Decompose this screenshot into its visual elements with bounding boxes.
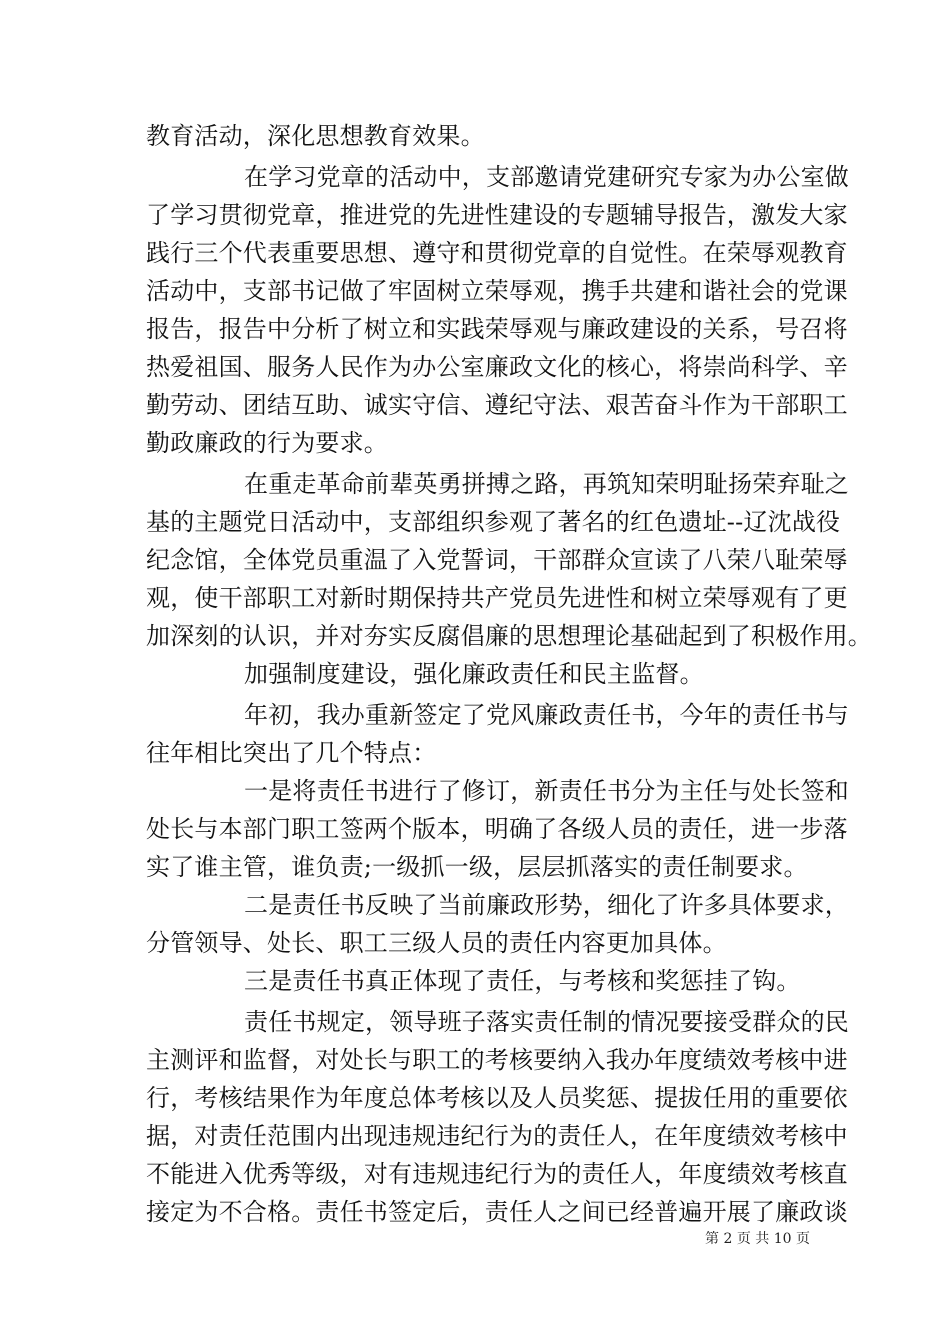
text-line: 观，使干部职工对新时期保持共产党员先进性和树立荣辱观有了更 <box>146 584 848 612</box>
text-line: 加深刻的认识，并对夯实反腐倡廉的思想理论基础起到了积极作用。 <box>146 622 872 650</box>
text-line: 报告，报告中分析了树立和实践荣辱观与廉政建设的关系，号召将 <box>146 315 848 343</box>
text-line: 基的主题党日活动中，支部组织参观了著名的红色遗址--辽沈战役 <box>146 508 841 536</box>
text-line: 三是责任书真正体现了责任，与考核和奖惩挂了钩。 <box>244 967 801 995</box>
text-line: 主测评和监督，对处长与职工的考核要纳入我办年度绩效考核中进 <box>146 1046 848 1074</box>
text-line: 实了谁主管，谁负责;一级抓一级，层层抓落实的责任制要求。 <box>146 853 808 881</box>
text-line: 据，对责任范围内出现违规违纪行为的责任人，在年度绩效考核中 <box>146 1122 848 1150</box>
page-number: 第 2 页 共 10 页 <box>705 1231 810 1247</box>
text-line: 年初，我办重新签定了党风廉政责任书，今年的责任书与 <box>244 701 849 729</box>
text-line: 责任书规定，领导班子落实责任制的情况要接受群众的民 <box>244 1008 849 1036</box>
text-line: 处长与本部门职工签两个版本，明确了各级人员的责任，进一步落 <box>146 815 848 843</box>
text-line: 在学习党章的活动中，支部邀请党建研究专家为办公室做 <box>244 163 849 191</box>
text-line: 勤劳动、团结互助、诚实守信、遵纪守法、艰苦奋斗作为干部职工 <box>146 391 848 419</box>
text-line: 行，考核结果作为年度总体考核以及人员奖惩、提拔任用的重要依 <box>146 1084 848 1112</box>
text-line: 接定为不合格。责任书签定后，责任人之间已经普遍开展了廉政谈 <box>146 1198 848 1226</box>
text-line: 勤政廉政的行为要求。 <box>146 429 388 457</box>
text-line: 活动中，支部书记做了牢固树立荣辱观，携手共建和谐社会的党课 <box>146 277 848 305</box>
text-line: 往年相比突出了几个特点： <box>146 739 437 767</box>
text-line: 分管领导、处长、职工三级人员的责任内容更加具体。 <box>146 929 727 957</box>
text-line: 一是将责任书进行了修订，新责任书分为主任与处长签和 <box>244 777 849 805</box>
text-line: 践行三个代表重要思想、遵守和贯彻党章的自觉性。在荣辱观教育 <box>146 239 848 267</box>
text-line: 在重走革命前辈英勇拼搏之路，再筑知荣明耻扬荣弃耻之 <box>244 470 849 498</box>
text-line: 教育活动，深化思想教育效果。 <box>146 122 485 150</box>
text-line: 了学习贯彻党章，推进党的先进性建设的专题辅导报告，激发大家 <box>146 201 848 229</box>
text-line: 加强制度建设，强化廉政责任和民主监督。 <box>244 660 704 688</box>
text-line: 不能进入优秀等级，对有违规违纪行为的责任人，年度绩效考核直 <box>146 1160 848 1188</box>
text-line: 热爱祖国、服务人民作为办公室廉政文化的核心，将崇尚科学、辛 <box>146 353 848 381</box>
text-line: 二是责任书反映了当前廉政形势，细化了许多具体要求， <box>244 891 849 919</box>
text-line: 纪念馆，全体党员重温了入党誓词，干部群众宣读了八荣八耻荣辱 <box>146 546 848 574</box>
